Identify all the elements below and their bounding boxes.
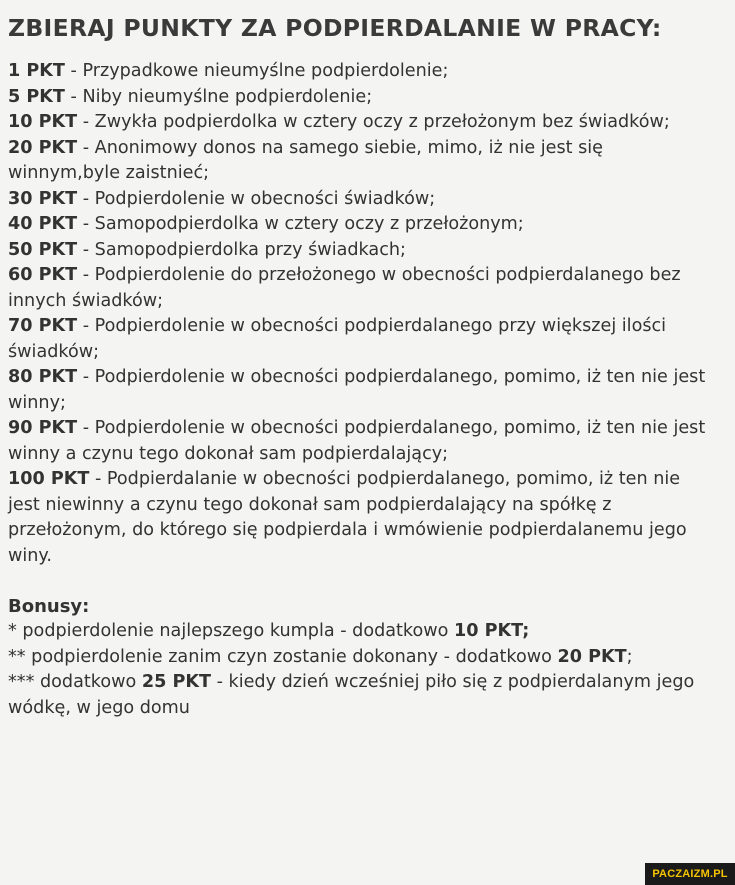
points-value: 40 PKT — [8, 214, 78, 234]
points-description: - Samopodpierdolka przy świadkach; — [77, 239, 406, 260]
points-description: - Podpierdolenie do przełożonego w obecności podpierdalanego bez innych świadków; — [8, 265, 681, 311]
points-value: 1 PKT — [8, 61, 65, 81]
bonus-item — [8, 645, 713, 671]
points-value: 20 PKT — [8, 137, 78, 158]
points-description: - Anonimowy donos na samego siebie, mimo, iż nie jest się winnym,byle zaistnieć; — [8, 137, 604, 183]
bonus-description: *** dodatkowo — [8, 672, 142, 692]
bonus-points: 20 PKT — [557, 646, 627, 667]
bonus-list — [8, 619, 713, 721]
points-value: 30 PKT — [8, 188, 78, 209]
bonus-heading: Bonusy: — [8, 596, 90, 617]
points-item — [8, 263, 713, 314]
bonus-description-end: ; — [626, 646, 633, 667]
points-item — [8, 416, 713, 467]
points-item — [8, 467, 713, 569]
points-item — [8, 212, 713, 238]
bonus-description-end: - kiedy dzień wcześniej piło się z podpierdalanym jego wódkę, w jego domu — [8, 672, 695, 718]
points-item — [8, 85, 713, 111]
points-list — [8, 59, 713, 569]
points-description: - Podpierdolenie w obecności podpierdalanego, pomimo, iż ten nie jest winny; — [8, 367, 706, 413]
points-item — [8, 136, 713, 187]
bonus-item — [8, 670, 713, 721]
points-value: 60 PKT — [8, 265, 78, 285]
points-item — [8, 314, 713, 365]
points-value: 100 PKT — [8, 469, 90, 489]
site-watermark: PACZAIZM.PL — [645, 863, 735, 885]
points-item — [8, 110, 713, 136]
bonus-points: 25 PKT — [141, 672, 211, 692]
points-item — [8, 187, 713, 213]
points-description: - Podpierdalanie w obecności podpierdalanego, pomimo, iż ten nie jest niewinny a czynu tego dokonał sam podpierdalający na spółkę z przełożonym, do którego się podpierdala i wmówienie podpierdalanemu jego winy. — [8, 469, 687, 566]
points-description: - Podpierdolenie w obecności podpierdalanego, pomimo, iż ten nie jest winny a czynu tego dokonał sam podpierdalający; — [8, 418, 706, 464]
points-value: 90 PKT — [8, 418, 78, 438]
points-value: 50 PKT — [8, 239, 78, 260]
points-description: - Niby nieumyślne podpierdolenie; — [64, 86, 373, 107]
points-item — [8, 365, 713, 416]
points-value: 70 PKT — [8, 316, 78, 336]
bonus-description: * podpierdolenie najlepszego kumpla - dodatkowo — [8, 621, 455, 641]
points-description: - Samopodpierdolka w cztery oczy z przełożonym; — [77, 214, 524, 234]
points-item — [8, 238, 713, 264]
points-description: - Zwykła podpierdolka w cztery oczy z przełożonym bez świadków; — [77, 112, 670, 132]
bonus-description: ** podpierdolenie zanim czyn zostanie dokonany - dodatkowo — [8, 646, 558, 667]
points-value: 80 PKT — [8, 367, 78, 387]
points-item — [8, 59, 713, 85]
document-title: ZBIERAJ PUNKTY ZA PODPIERDALANIE W PRACY: — [8, 14, 662, 42]
bonus-points: 10 PKT; — [454, 621, 530, 641]
points-value: 10 PKT — [8, 112, 78, 132]
points-value: 5 PKT — [8, 86, 65, 107]
points-description: - Podpierdolenie w obecności świadków; — [77, 188, 436, 209]
points-description: - Podpierdolenie w obecności podpierdalanego przy większej ilości świadków; — [8, 316, 667, 362]
points-description: - Przypadkowe nieumyślne podpierdolenie; — [64, 61, 449, 81]
bonus-item — [8, 619, 713, 645]
